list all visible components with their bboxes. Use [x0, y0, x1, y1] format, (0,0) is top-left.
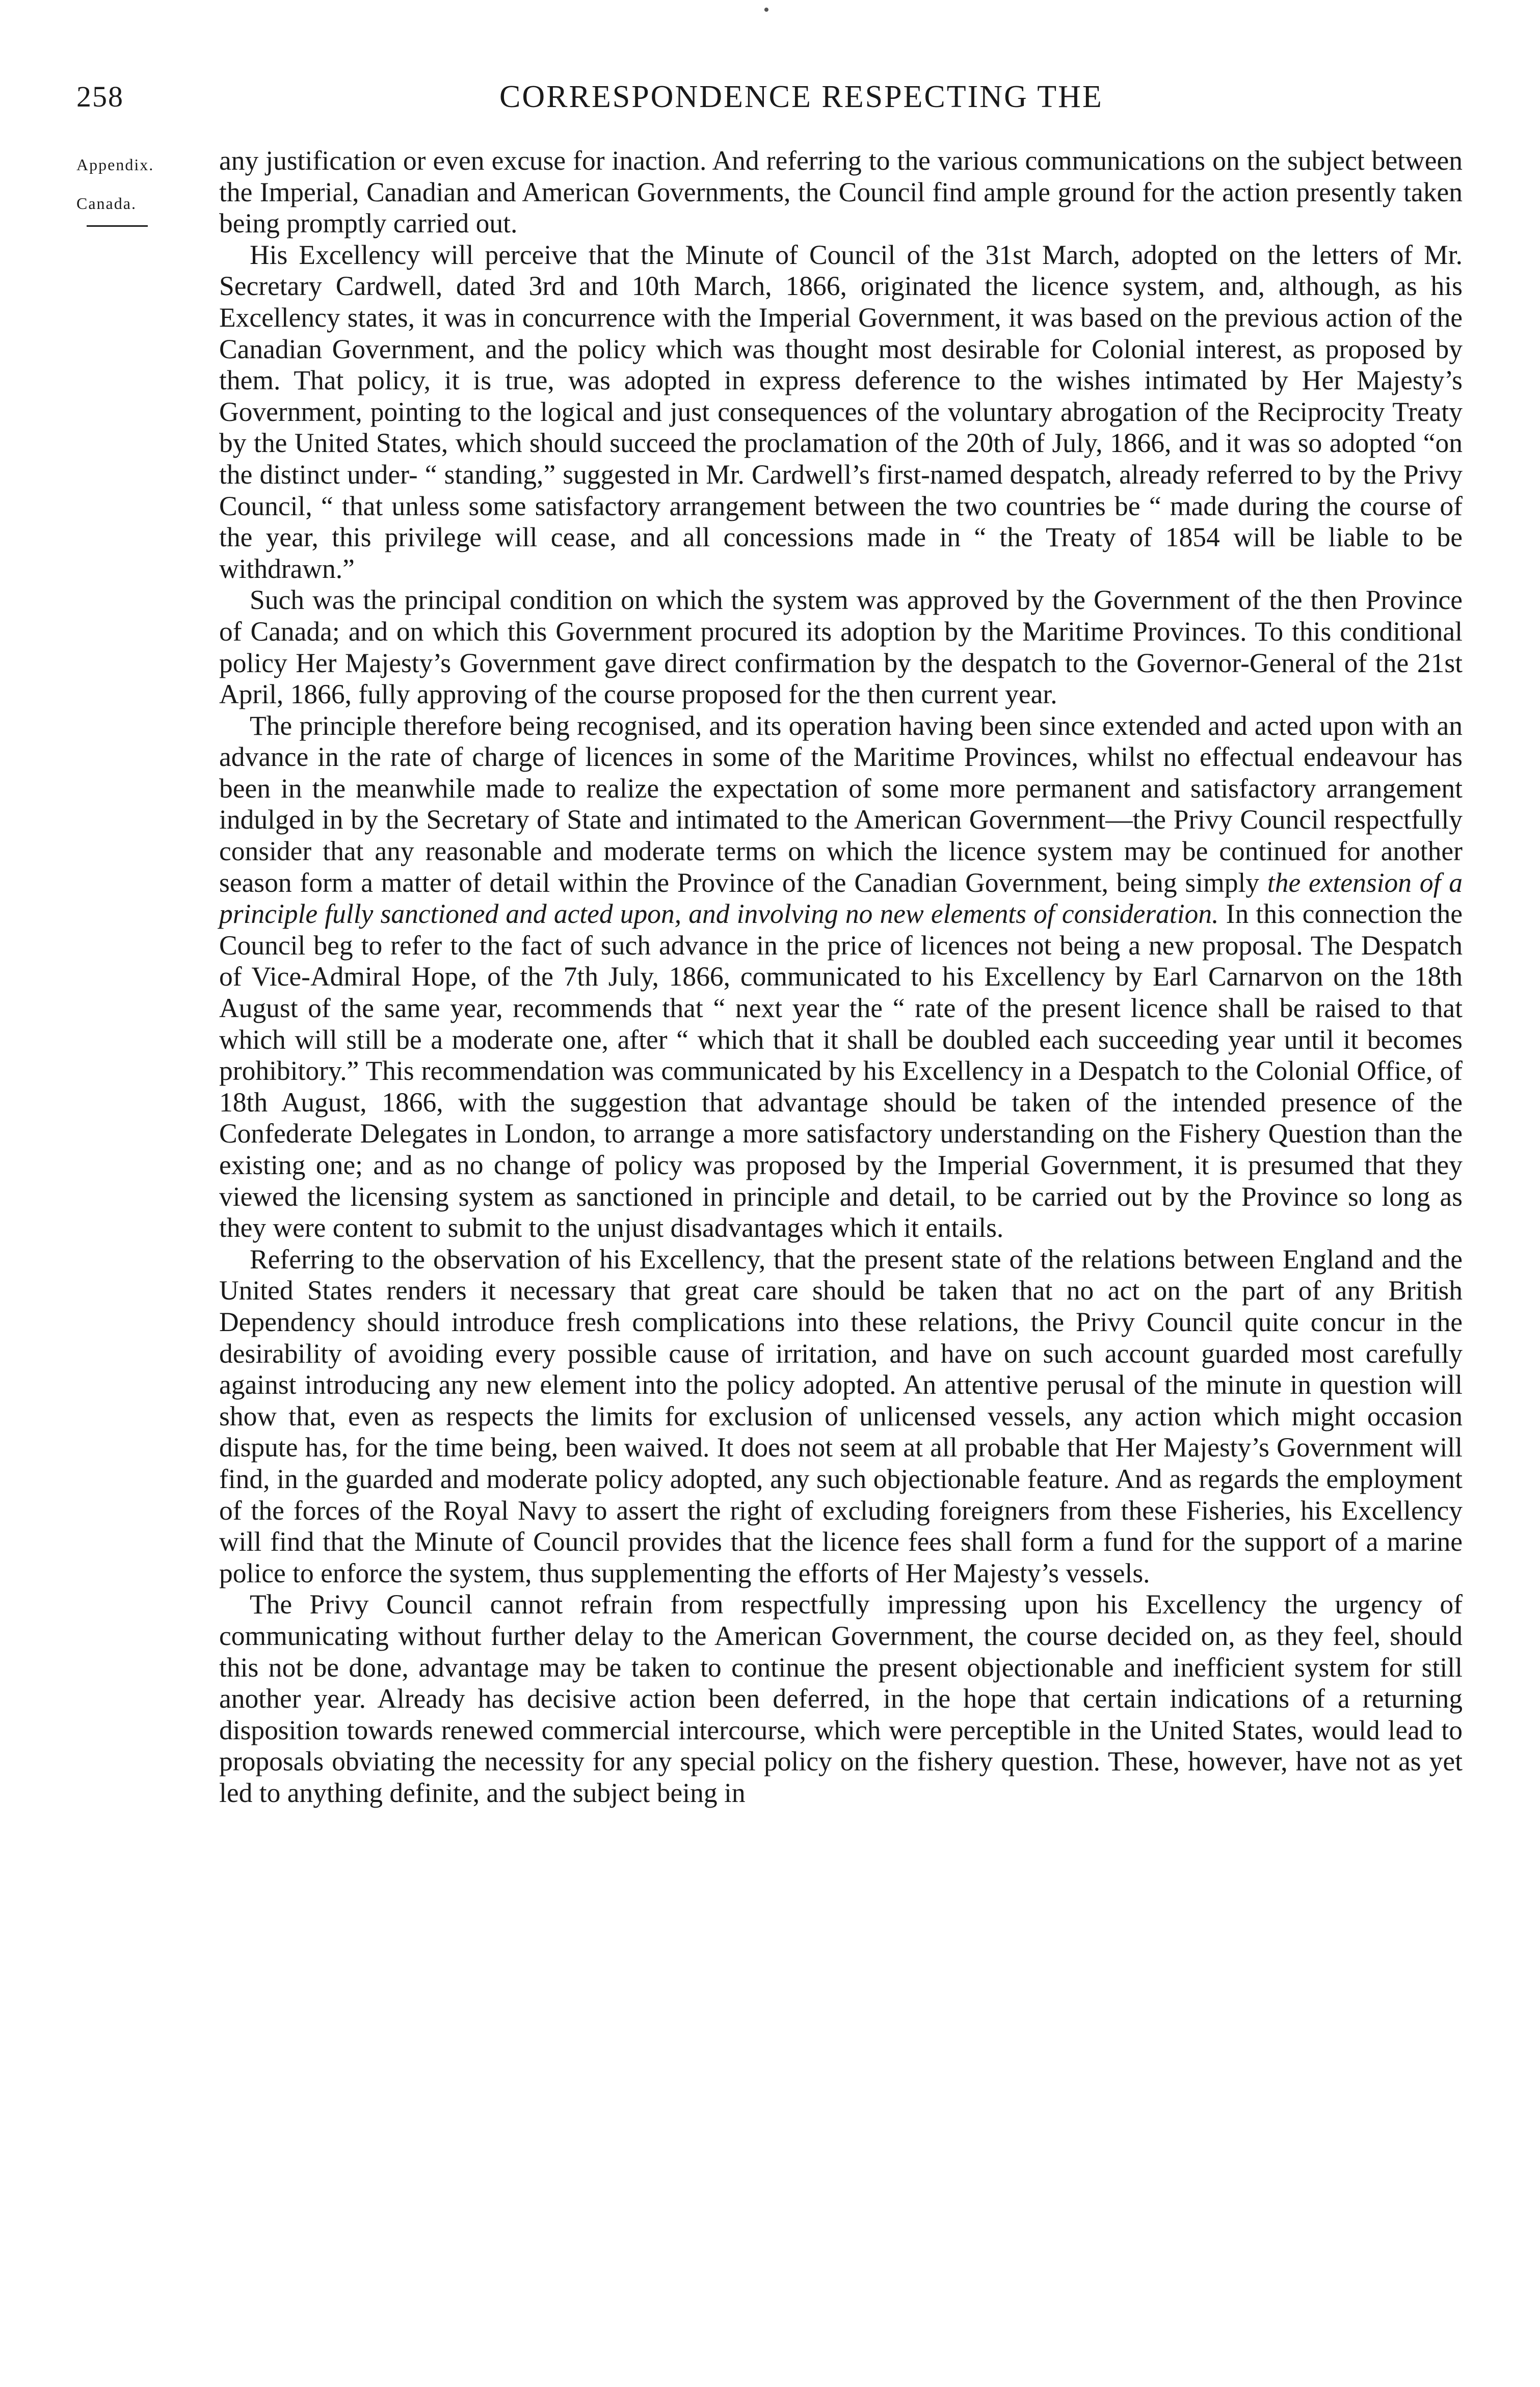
margin-rule: [87, 225, 148, 227]
paragraph-5: Referring to the observation of his Excellency, that the present state of the relations between England and the United States renders it necessary that great care should be taken that no act on the part of any British Dependency should introduce fresh complications into these relations, the Privy Council quite concur in the desirability of avoiding every possible cause of irritation, and have on such account guarded most carefully against introducing any new element into the policy adopted. An attentive perusal of the minute in question will show that, even as respects the limits for exclusion of unlicensed vessels, any action which might occasion dispute has, for the time being, been waived. It does not seem at all probable that Her Majesty’s Government will find, in the guarded and moderate policy adopted, any such objectionable feature. And as regards the employment of the forces of the Royal Navy to assert the right of excluding foreigners from these Fisheries, his Excellency will find that the Minute of Council provides that the licence fees shall form a fund for the support of a marine police to enforce the system, thus supplementing the efforts of Her Majesty’s vessels.: [219, 1243, 1463, 1588]
margin-note: [76, 153, 214, 242]
paragraph-2: His Excellency will perceive that the Minute of Council of the 31st March, adopted on the letters of Mr. Secretary Cardwell, dated 3rd and 10th March, 1866, originated the licence system, and, although, as his Excellency states, it was in concurrence with the Imperial Government, it was based on the previous action of the Canadian Government, and the policy which was thought most desirable for Colonial interest, as proposed by them. That policy, it is true, was adopted in express deference to the wishes intimated by Her Majesty’s Government, pointing to the logical and just consequences of the voluntary abrogation of the Reciprocity Treaty by the United States, which should succeed the proclamation of the 20th of July, 1866, and it was so adopted “on the distinct under- “ standing,” suggested in Mr. Cardwell’s first-named despatch, already referred to by the Privy Council, “ that unless some satisfactory arrangement between the two countries be “ made during the course of the year, this privilege will cease, and all concessions made in “ the Treaty of 1854 will be liable to be withdrawn.”: [219, 239, 1463, 584]
margin-note-canada: Canada.: [76, 194, 137, 213]
margin-note-appendix: Appendix.: [76, 155, 154, 174]
paragraph-4-italic: the extension of a principle fully sanctioned and acted upon, and involving no new elements of consideration.: [219, 867, 1463, 930]
paragraph-4-end: In this connection the Council beg to refer to the fact of such advance in the price of licences not being a new proposal. The Despatch of Vice-Admiral Hope, of the 7th July, 1866, communicated to his Excellency by Earl Carnarvon on the 18th August of the same year, recommends that “ next year the “ rate of the present licence shall be raised to that which will still be a moderate one, after “ which that it shall be doubled each succeeding year until it becomes prohibitory.” This recommendation was communicated by his Excellency in a Despatch to the Colonial Office, of 18th August, 1866, with the suggestion that advantage should be taken of the intended presence of the Confederate Delegates in London, to arrange a more satisfactory understanding on the Fishery Question than the existing one; and as no change of policy was proposed by the Imperial Government, it is presumed that they viewed the licensing system as sanctioned in principle and detail, to be carried out by the Province so long as they were content to submit to the unjust disadvantages which it entails.: [219, 898, 1463, 1243]
paragraph-4-start: The principle therefore being recognised, and its operation having been since extended and acted upon with an advance in the rate of charge of licences in some of the Maritime Provinces, whilst no effectual endeavour has been in the meanwhile made to realize the expectation of some more permanent and satisfactory arrangement indulged in by the Secretary of State and intimated to the American Government—the Privy Council respectfully consider that any reasonable and moderate terms on which the licence system may be continued for another season form a matter of detail within the Province of the Canadian Government, being simply: [219, 710, 1463, 898]
paragraph-3: Such was the principal condition on which the system was approved by the Government of the then Province of Canada; and on which this Government procured its adoption by the Maritime Provinces. To this conditional policy Her Majesty’s Government gave direct confirmation by the despatch to the Governor-General of the 21st April, 1866, fully approving of the course proposed for the then current year.: [219, 585, 1463, 710]
page-mark: •: [763, 1, 769, 19]
running-header: [76, 76, 1172, 122]
running-title: CORRESPONDENCE RESPECTING THE: [499, 79, 1103, 114]
paragraph-4: [219, 710, 1463, 1244]
paragraph-1: any justification or even excuse for inaction. And referring to the various communications on the subject between the Imperial, Canadian and American Governments, the Council find ample ground for the action presently taken being promptly carried out.: [219, 145, 1463, 239]
body-text: [219, 145, 1463, 1809]
paragraph-6: The Privy Council cannot refrain from respectfully impressing upon his Excellency the urgency of communicating without further delay to the American Government, the course decided on, as they feel, should this not be done, advantage may be taken to continue the present objectionable and inefficient system for still another year. Already has decisive action been deferred, in the hope that certain indications of a returning disposition towards renewed commercial intercourse, which were perceptible in the United States, would lead to proposals obviating the necessity for any special policy on the fishery question. These, however, have not as yet led to anything definite, and the subject being in: [219, 1589, 1463, 1808]
page-number: 258: [76, 80, 124, 113]
